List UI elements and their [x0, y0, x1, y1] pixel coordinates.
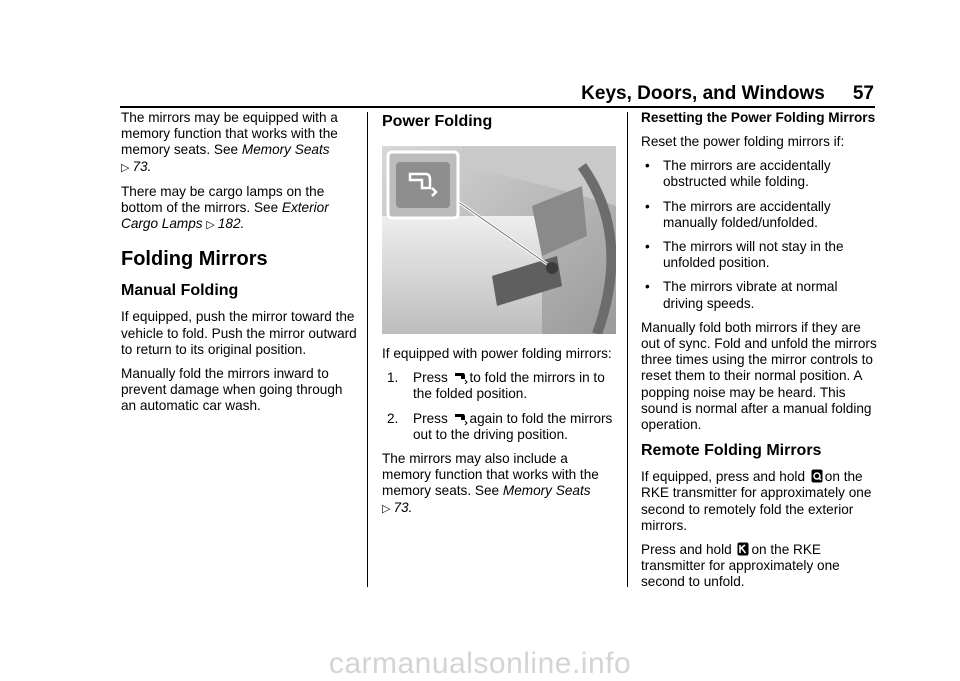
xref-memory-seats[interactable]: Memory Seats — [502, 483, 591, 499]
step-item — [382, 370, 618, 402]
power-fold-intro: If equipped with power folding mirrors: — [382, 346, 612, 361]
ref-arrow-icon: ▷ — [382, 502, 391, 515]
step-number: 1. — [387, 370, 399, 386]
list-item — [641, 239, 877, 271]
mirror-fold-icon — [454, 411, 468, 425]
step-text: Press — [413, 410, 448, 426]
reset-intro: Reset the power folding mirrors if: — [641, 134, 845, 149]
list-item — [641, 199, 877, 231]
column-divider-2 — [627, 112, 628, 587]
watermark: carmanualsonline.info — [328, 647, 632, 680]
reset-conditions-list — [641, 158, 877, 312]
list-item — [641, 158, 877, 190]
xref-exterior-cargo-lamps[interactable]: Exterior Cargo Lamps — [121, 200, 329, 232]
list-item-text: The mirrors will not stay in the unfolded position. — [663, 239, 844, 271]
power-folding-heading: Power Folding — [382, 113, 493, 130]
mirror-fold-icon — [454, 370, 468, 384]
bullet-icon: • — [645, 198, 650, 214]
reset-heading: Resetting the Power Folding Mirrors — [641, 110, 876, 125]
list-item-text: The mirrors are accidentally obstructed while folding. — [663, 158, 831, 190]
column-3 — [641, 110, 877, 599]
step-text: again to fold the mirrors out to the driving position. — [413, 410, 613, 442]
paragraph-car-wash: Manually fold the mirrors inward to prevent damage when going through an automatic car wash. — [121, 366, 343, 414]
text: There may be cargo lamps on the bottom of the mirrors. See — [121, 183, 325, 216]
text: on the RKE transmitter for approximately one second to unfold. — [641, 542, 840, 590]
paragraph-memory-2: The mirrors may also include a memory function that works with the memory seats. See Memory Seats ▷ 73. — [382, 451, 599, 515]
header-title: Keys, Doors, and Windows — [581, 83, 825, 104]
xref-memory-seats[interactable]: Memory Seats — [241, 142, 330, 158]
bullet-icon: • — [645, 279, 650, 295]
column-1 — [121, 110, 357, 423]
bullet-icon: • — [645, 158, 650, 174]
text: on the RKE transmitter for approximately one second to remotely fold the exterior mirrors. — [641, 469, 872, 533]
column-divider-1 — [367, 112, 368, 587]
section-title: Folding Mirrors — [121, 248, 268, 271]
text: If equipped, press and hold — [641, 469, 806, 485]
header-rule — [120, 106, 875, 108]
ref-arrow-icon: ▷ — [206, 219, 215, 232]
page-ref[interactable]: 73 — [132, 158, 148, 174]
remote-folding-heading: Remote Folding Mirrors — [641, 442, 822, 460]
paragraph-manual-fold: If equipped, push the mirror toward the vehicle to fold. Push the mirror outward to return to its original position. — [121, 309, 357, 357]
step-text: to fold the mirrors in to the folded position. — [413, 370, 605, 402]
list-item-text: The mirrors are accidentally manually folded/unfolded. — [663, 198, 831, 230]
sync-paragraph: Manually fold both mirrors if they are out of sync. Fold and unfold the mirrors three times using the mirror controls to reset them to their normal position. A popping noise may be heard. This sound is normal after a manual folding operation. — [641, 319, 877, 433]
page-number: 57 — [852, 83, 874, 104]
paragraph-memory: The mirrors may be equipped with a memory function that works with the memory seats. See Memory Seats ▷ 73. — [121, 110, 338, 174]
unfold-button-icon — [737, 542, 749, 556]
ref-arrow-icon: ▷ — [121, 161, 130, 174]
page-ref[interactable]: 73 — [393, 499, 409, 515]
step-item — [382, 411, 618, 443]
list-item — [641, 279, 877, 311]
text: The mirrors may be equipped with a memory function that works with the memory seats. See — [121, 110, 338, 158]
remote-paragraph-1 — [641, 469, 877, 534]
fold-button-icon — [811, 469, 823, 483]
column-2 — [382, 110, 618, 525]
text: Press and hold — [641, 542, 732, 558]
mirror-switch — [546, 262, 558, 274]
door-switch-figure — [382, 146, 616, 334]
text: The mirrors may also include a memory function that works with the memory seats. See — [382, 451, 599, 499]
page-ref[interactable]: 182 — [217, 216, 241, 232]
remote-paragraph-2 — [641, 542, 877, 591]
step-text: Press — [413, 370, 448, 386]
page-header — [581, 83, 874, 105]
subsection-title: Manual Folding — [121, 282, 239, 300]
steps-list — [382, 370, 618, 443]
list-item-text: The mirrors vibrate at normal driving speeds. — [663, 279, 838, 311]
paragraph-cargo-lamps: There may be cargo lamps on the bottom of the mirrors. See Exterior Cargo Lamps ▷ 182. — [121, 183, 329, 232]
bullet-icon: • — [645, 239, 650, 255]
step-number: 2. — [387, 410, 399, 426]
